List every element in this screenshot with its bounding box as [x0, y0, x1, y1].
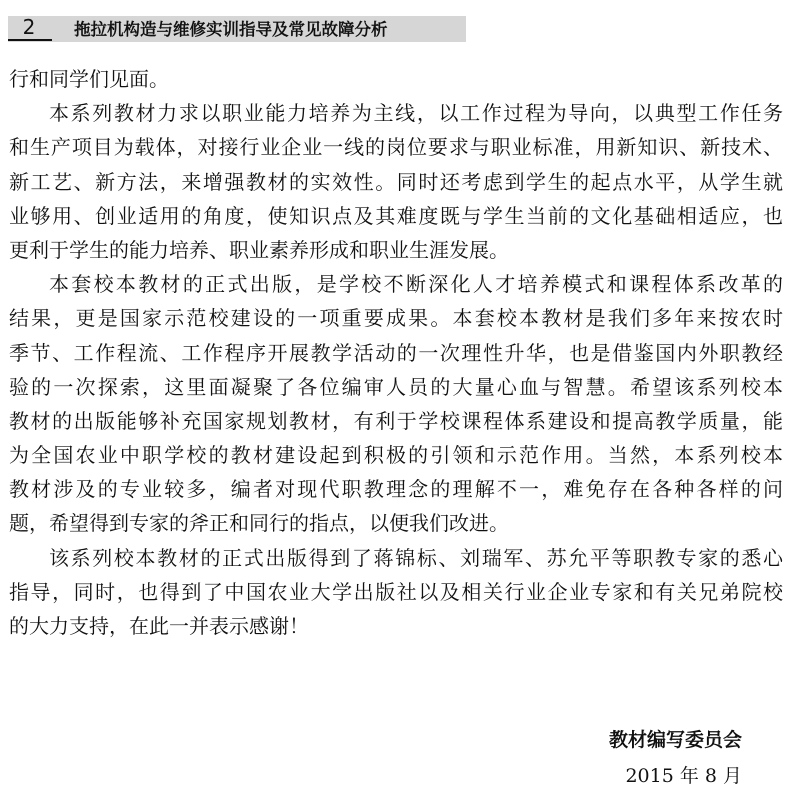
running-title: 拖拉机构造与维修实训指导及常见故障分析 — [74, 20, 388, 39]
signature-committee: 教材编写委员会 — [608, 729, 742, 751]
paragraph-line: 题，希望得到专家的斧正和同行的指点，以便我们改进。 — [9, 511, 509, 536]
page-number-underline — [8, 39, 52, 41]
paragraph-line: 该系列校本教材的正式出版得到了蒋锦标、刘瑞军、苏允平等职教专家的悉心 — [49, 545, 783, 570]
paragraph-line: 行和同学们见面。 — [9, 67, 169, 91]
paragraph-line: 教材的出版能够补充国家规划教材，有利于学校课程体系建设和提高教学质量，能 — [9, 408, 783, 433]
paragraph-line: 验的一次探索，这里面凝聚了各位编审人员的大量心血与智慧。希望该系列校本 — [9, 374, 783, 399]
paragraph-line: 本系列教材力求以职业能力培养为主线，以工作过程为导向，以典型工作任务 — [49, 101, 783, 126]
paragraph-line: 指导，同时，也得到了中国农业大学出版社以及相关行业企业专家和有关兄弟院校 — [9, 579, 783, 604]
paragraph-line: 新工艺、新方法，来增强教材的实效性。同时还考虑到学生的起点水平，从学生就 — [9, 169, 783, 194]
paragraph-line: 更利于学生的能力培养、职业素养形成和职业生涯发展。 — [9, 237, 509, 262]
paragraph-line: 本套校本教材的正式出版，是学校不断深化人才培养模式和课程体系改革的 — [49, 272, 783, 297]
preface-body — [9, 62, 783, 643]
paragraph-line: 的大力支持，在此一并表示感谢！ — [9, 614, 309, 638]
paragraph-line: 季节、工作程流、工作程序开展教学活动的一次理性升华，也是借鉴国内外职教经 — [9, 340, 783, 365]
paragraph-line: 教材涉及的专业较多，编者对现代职教理念的理解不一，难免存在各种各样的问 — [9, 477, 783, 502]
paragraph-line: 为全国农业中职学校的教材建设起到积极的引领和示范作用。当然，本系列校本 — [9, 443, 783, 468]
paragraph-line: 结果，更是国家示范校建设的一项重要成果。本套校本教材是我们多年来按农时 — [9, 306, 783, 331]
page-number: 2 — [22, 15, 36, 39]
paragraph-line: 业够用、创业适用的角度，使知识点及其难度既与学生当前的文化基础相适应，也 — [9, 203, 783, 228]
signature-date: 2015 年 8 月 — [625, 765, 742, 787]
paragraph-line: 和生产项目为载体，对接行业企业一线的岗位要求与职业标准，用新知识、新技术、 — [9, 135, 783, 160]
